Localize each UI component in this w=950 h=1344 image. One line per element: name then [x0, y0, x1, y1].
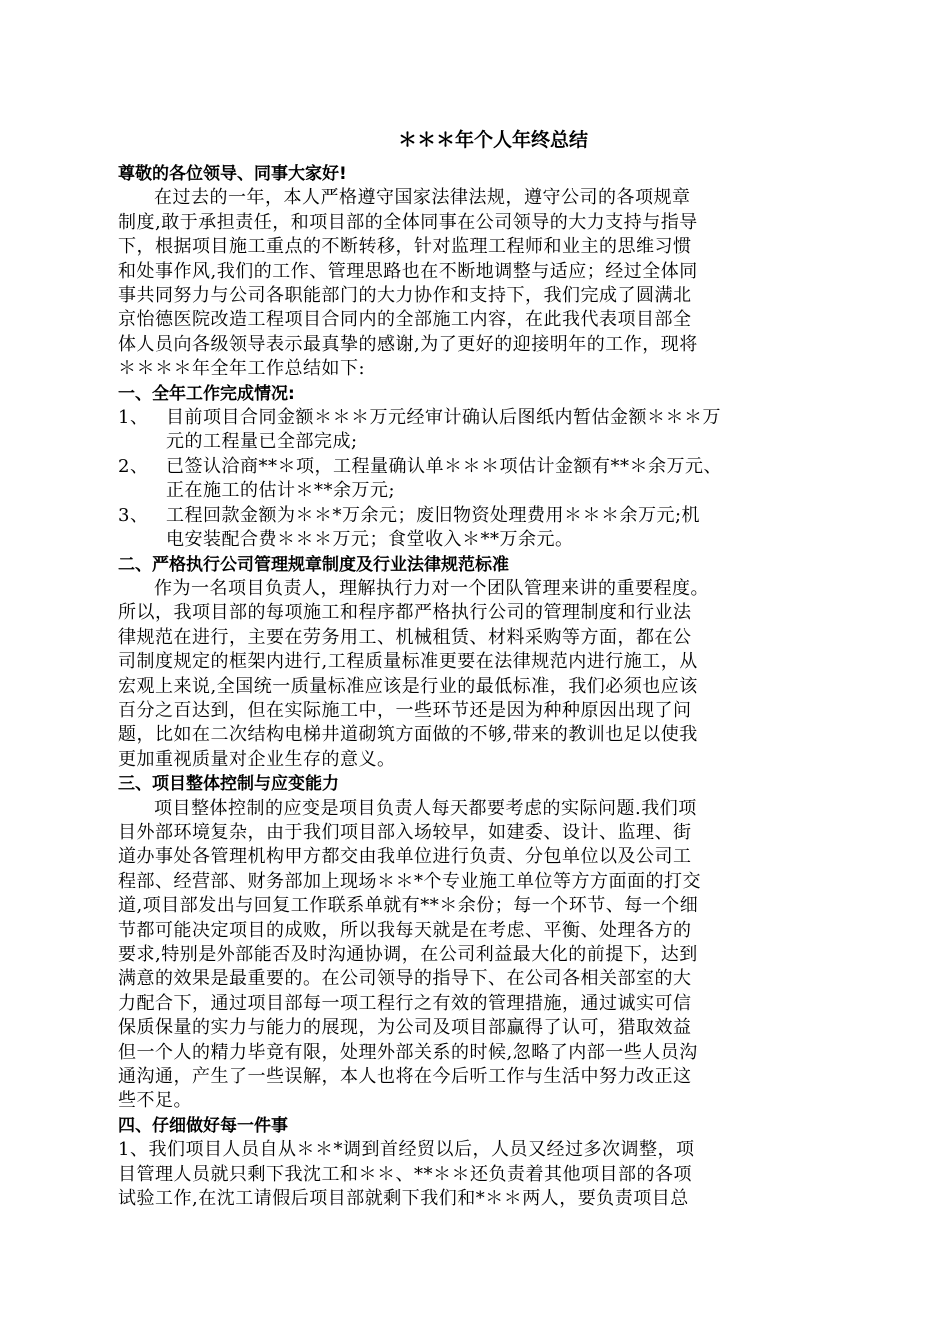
paragraph-line: 百分之百达到，但在实际施工中，一些环节还是因为种种原因出现了问	[118, 699, 692, 721]
list-item-text: 正在施工的估计＊**余万元;	[166, 480, 396, 502]
section-heading-2: 二、严格执行公司管理规章制度及行业法律规范标准	[118, 554, 509, 575]
section-heading-4: 四、仔细做好每一件事	[118, 1115, 288, 1136]
paragraph-line: 在过去的一年，本人严格遵守国家法律法规，遵守公司的各项规章	[154, 187, 691, 209]
paragraph-line: 节都可能决定项目的成败，所以我每天就是在考虑、平衡、处理各方的	[118, 919, 692, 941]
section-heading-3: 三、项目整体控制与应变能力	[118, 774, 339, 795]
paragraph-line: 但一个人的精力毕竟有限，处理外部关系的时候,忽略了内部一些人员沟	[118, 1041, 698, 1063]
list-item	[118, 406, 838, 455]
paragraph-line: 制度,敢于承担责任，和项目部的全体同事在公司领导的大力支持与指导	[118, 211, 698, 233]
paragraph-line: 更加重视质量对企业生存的意义。	[118, 748, 396, 770]
paragraph-line: 作为一名项目负责人，理解执行力对一个团队管理来讲的重要程度。	[154, 577, 709, 599]
paragraph-line: 事共同努力与公司各职能部门的大力协作和支持下，我们完成了圆满北	[118, 285, 692, 307]
paragraph-line: 保质保量的实力与能力的展现，为公司及项目部赢得了认可，猎取效益	[118, 1017, 692, 1039]
section-heading-1: 一、全年工作完成情况:	[118, 383, 295, 404]
list-item-number: 3、	[118, 504, 149, 526]
paragraph-line: 下，根据项目施工重点的不断转移，针对监理工程师和业主的思维习惯	[118, 236, 692, 258]
paragraph-line: 1、我们项目人员自从＊＊*调到首经贸以后，人员又经过多次调整，项	[118, 1139, 695, 1161]
paragraph-line: 力配合下，通过项目部每一项工程行之有效的管理措施，通过诚实可信	[118, 992, 692, 1014]
paragraph-line: 律规范在进行，主要在劳务用工、机械租赁、材料采购等方面，都在公	[118, 626, 692, 648]
list-item-text: 元的工程量已全部完成;	[166, 431, 358, 453]
list-item-number: 2、	[118, 455, 149, 477]
list-item	[118, 455, 838, 504]
paragraph-line: 项目整体控制的应变是项目负责人每天都要考虑的实际问题.我们项	[154, 797, 697, 819]
paragraph-line: 道,项目部发出与回复工作联系单就有**＊余份；每一个环节、每一个细	[118, 895, 699, 917]
paragraph-line: 体人员向各级领导表示最真挚的感谢,为了更好的迎接明年的工作，现将	[118, 333, 698, 355]
section-3-paragraph	[118, 797, 838, 1114]
list-item	[118, 504, 838, 553]
paragraph-line: 所以，我项目部的每项施工和程序都严格执行公司的管理制度和行业法	[118, 602, 692, 624]
paragraph-line: 目管理人员就只剩下我沈工和＊＊、**＊＊还负责着其他项目部的各项	[118, 1163, 692, 1185]
list-item-text: 目前项目合同金额＊＊＊万元经审计确认后图纸内暂估金额＊＊＊万	[166, 407, 721, 429]
greeting: 尊敬的各位领导、同事大家好!	[118, 164, 347, 184]
paragraph-line: 试验工作,在沈工请假后项目部就剩下我们和*＊＊两人，要负责项目总	[118, 1188, 689, 1210]
list-item-text: 已签认洽商**＊项，工程量确认单＊＊＊项估计金额有**＊余万元、	[166, 455, 722, 477]
intro-paragraph	[118, 186, 838, 381]
paragraph-line: 京怡德医院改造工程项目合同内的全部施工内容，在此我代表项目部全	[118, 309, 692, 331]
paragraph-line: ＊＊＊＊年全年工作总结如下:	[118, 358, 366, 380]
paragraph-line: 满意的效果是最重要的。在公司领导的指导下、在公司各相关部室的大	[118, 968, 692, 990]
paragraph-line: 通沟通，产生了一些误解，本人也将在今后听工作与生活中努力改正这	[118, 1066, 692, 1088]
paragraph-line: 宏观上来说,全国统一质量标准应该是行业的最低标准，我们必须也应该	[118, 675, 698, 697]
document-title: ＊＊＊年个人年终总结	[397, 129, 588, 151]
list-item-text: 电安装配合费＊＊＊万元；食堂收入＊**万余元。	[166, 529, 574, 551]
list-item-text: 工程回款金额为＊＊*万余元；废旧物资处理费用＊＊＊余万元;机	[166, 504, 701, 526]
paragraph-line: 程部、经营部、财务部加上现场＊＊*个专业施工单位等方方面面的打交	[118, 870, 701, 892]
list-item-number: 1、	[118, 407, 149, 429]
paragraph-line: 目外部环境复杂，由于我们项目部入场较早，如建委、设计、监理、街	[118, 821, 692, 843]
paragraph-line: 和处事作风,我们的工作、管理思路也在不断地调整与适应；经过全体同	[118, 260, 698, 282]
paragraph-line: 些不足。	[118, 1090, 192, 1112]
section-4-paragraph	[118, 1138, 838, 1211]
section-2-paragraph	[118, 577, 838, 772]
paragraph-line: 道办事处各管理机构甲方都交由我单位进行负责、分包单位以及公司工	[118, 846, 692, 868]
paragraph-line: 要求,特别是外部能否及时沟通协调，在公司利益最大化的前提下，达到	[118, 944, 698, 965]
paragraph-line: 司制度规定的框架内进行,工程质量标准更要在法律规范内进行施工，从	[118, 651, 698, 673]
paragraph-line: 题，比如在二次结构电梯井道砌筑方面做的不够,带来的教训也足以使我	[118, 724, 698, 746]
document-page	[118, 126, 838, 1211]
